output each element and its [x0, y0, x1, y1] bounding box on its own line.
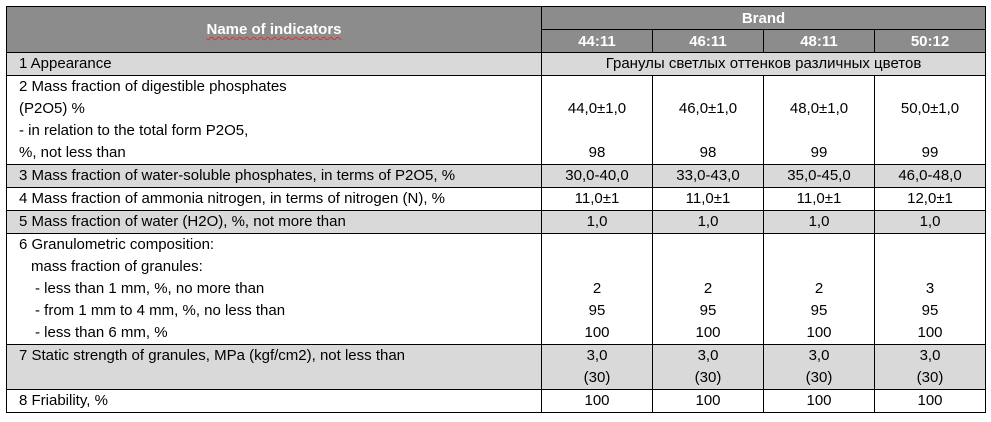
granulometric-46-11: 2 95 100 — [653, 234, 764, 345]
row-water-soluble-phosphates — [7, 165, 986, 188]
water-soluble-label — [7, 165, 542, 188]
friability-label-text: 8 Friability, % — [19, 392, 108, 409]
phosphates-line-3: - in relation to the total form P2O5, — [19, 122, 249, 139]
phosphates-48-11 — [764, 76, 875, 165]
phosphates-main-value: 44,0±1,0 — [567, 100, 627, 117]
appearance-label — [7, 53, 542, 76]
row-ammonia-nitrogen — [7, 188, 986, 211]
friability-48-11: 100 — [764, 390, 875, 413]
water-48-11: 1,0 — [764, 211, 875, 234]
granulometric-label — [7, 234, 542, 345]
granulometric-line-5: - less than 6 mm, % — [35, 324, 168, 341]
name-of-indicators-header — [7, 7, 542, 53]
appearance-value-text: Гранулы светлых оттенков различных цветов — [605, 55, 922, 72]
phosphates-main-value: 48,0±1,0 — [789, 100, 849, 117]
strength-44-11: 3,0 (30) — [542, 345, 653, 390]
appearance-label-text: 1 Appearance — [19, 55, 112, 72]
name-of-indicators-label: Name of indicators — [206, 21, 342, 38]
strength-48-11: 3,0 (30) — [764, 345, 875, 390]
appearance-value — [542, 53, 986, 76]
strength-50-12: 3,0 (30) — [875, 345, 986, 390]
friability-46-11: 100 — [653, 390, 764, 413]
brand-48-11: 48:11 — [764, 30, 875, 53]
phosphates-line-2: (P2O5) % — [19, 100, 85, 117]
phosphates-main-value: 46,0±1,0 — [678, 100, 738, 117]
brand-header: Brand — [542, 7, 986, 30]
row-digestible-phosphates — [7, 76, 986, 165]
indicators-table-wrapper — [6, 6, 986, 413]
water-soluble-50-12: 46,0-48,0 — [875, 165, 986, 188]
brand-50-12: 50:12 — [875, 30, 986, 53]
granulometric-line-1: 6 Granulometric composition: — [19, 236, 215, 253]
row-appearance — [7, 53, 986, 76]
phosphates-min-value: 99 — [810, 144, 828, 161]
phosphates-min-value: 98 — [699, 144, 717, 161]
granulometric-48-11: 2 95 100 — [764, 234, 875, 345]
friability-44-11: 100 — [542, 390, 653, 413]
phosphates-line-1: 2 Mass fraction of digestible phosphates — [19, 78, 287, 95]
water-46-11: 1,0 — [653, 211, 764, 234]
indicators-table — [6, 6, 986, 413]
ammonia-label-text: 4 Mass fraction of ammonia nitrogen, in terms of nitrogen (N), % — [19, 190, 446, 207]
ammonia-label — [7, 188, 542, 211]
phosphates-50-12 — [875, 76, 986, 165]
strength-46-11: 3,0 (30) — [653, 345, 764, 390]
phosphates-main-value: 50,0±1,0 — [900, 100, 960, 117]
water-50-12: 1,0 — [875, 211, 986, 234]
water-label — [7, 211, 542, 234]
water-soluble-46-11: 33,0-43,0 — [653, 165, 764, 188]
phosphates-label — [7, 76, 542, 165]
water-soluble-48-11: 35,0-45,0 — [764, 165, 875, 188]
row-friability — [7, 390, 986, 413]
granulometric-50-12: 3 95 100 — [875, 234, 986, 345]
ammonia-50-12: 12,0±1 — [875, 188, 986, 211]
phosphates-min-value: 99 — [921, 144, 939, 161]
friability-50-12: 100 — [875, 390, 986, 413]
phosphates-min-value: 98 — [588, 144, 606, 161]
water-soluble-44-11: 30,0-40,0 — [542, 165, 653, 188]
brand-46-11: 46:11 — [653, 30, 764, 53]
phosphates-line-4: %, not less than — [19, 144, 126, 161]
ammonia-44-11: 11,0±1 — [542, 188, 653, 211]
row-granulometric — [7, 234, 986, 345]
granulometric-line-4: - from 1 mm to 4 mm, %, no less than — [35, 302, 286, 319]
granulometric-44-11: 2 95 100 — [542, 234, 653, 345]
phosphates-44-11 — [542, 76, 653, 165]
strength-label — [7, 345, 542, 390]
strength-label-text: 7 Static strength of granules, MPa (kgf/cm2), not less than — [19, 347, 406, 364]
granulometric-line-3: - less than 1 mm, %, no more than — [35, 280, 265, 297]
granulometric-line-2: mass fraction of granules: — [31, 258, 203, 275]
row-water — [7, 211, 986, 234]
row-static-strength — [7, 345, 986, 390]
brand-44-11: 44:11 — [542, 30, 653, 53]
header-row-brand — [7, 7, 986, 30]
ammonia-46-11: 11,0±1 — [653, 188, 764, 211]
friability-label — [7, 390, 542, 413]
ammonia-48-11: 11,0±1 — [764, 188, 875, 211]
phosphates-46-11 — [653, 76, 764, 165]
water-44-11: 1,0 — [542, 211, 653, 234]
water-label-text: 5 Mass fraction of water (H2O), %, not more than — [19, 213, 346, 230]
water-soluble-label-text: 3 Mass fraction of water-soluble phosphates, in terms of P2O5, % — [19, 167, 456, 184]
